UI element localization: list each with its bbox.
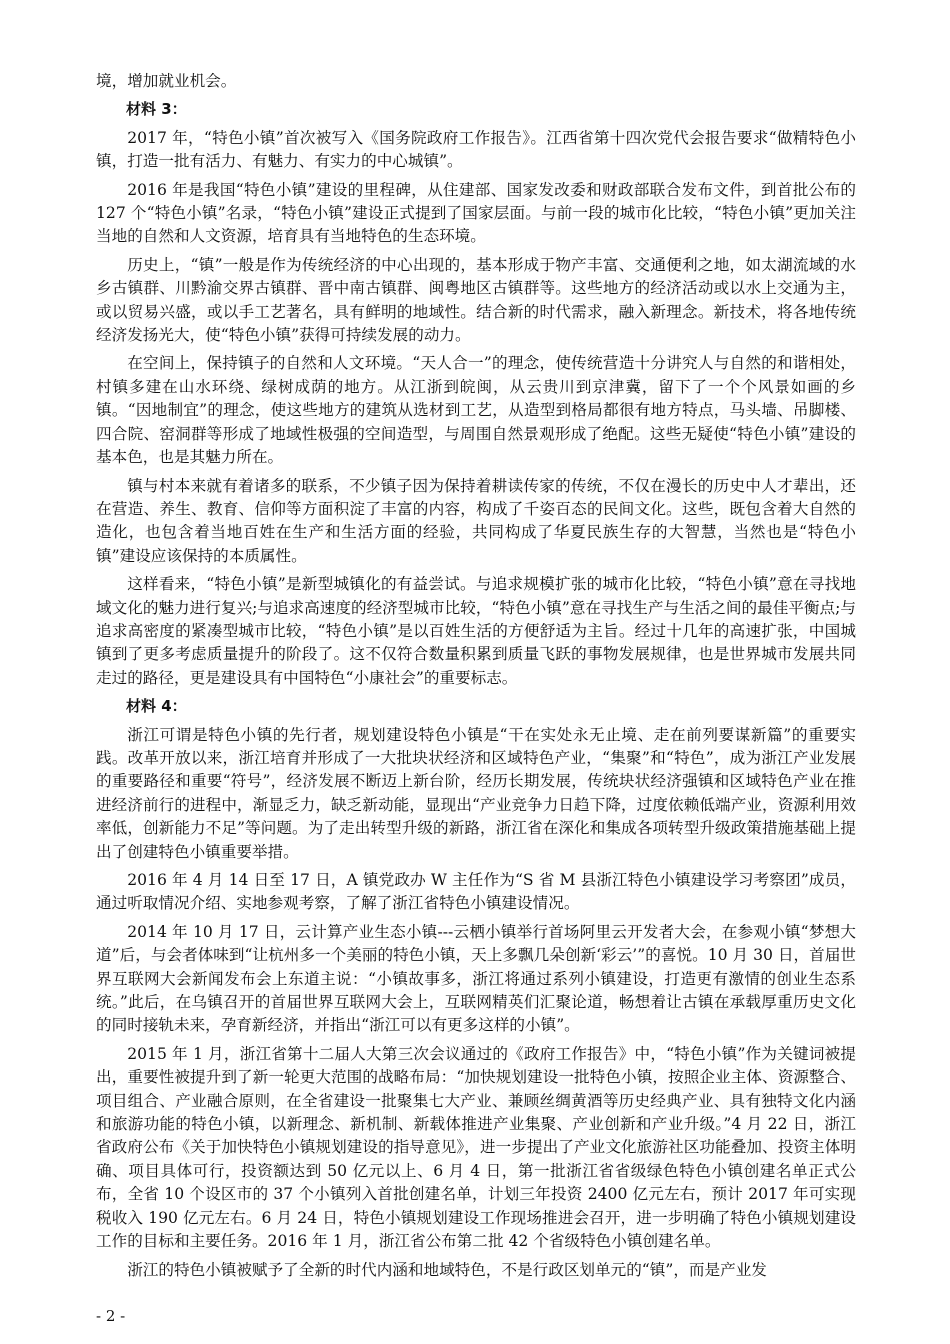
paragraph: 在空间上，保持镇子的自然和人文环境。“天人合一”的理念，使传统营造十分讲究人与自然的和谐相处，村镇多建在山水环绕、绿树成荫的地方。从江浙到皖闽，从云贵川到京津冀，留下了一个个风景如画的乡镇。“因地制宜”的理念，使这些地方的建筑从选材到工艺，从造型到格局都很有地方特点，马头墙、吊脚楼、四合院、窑洞群等形成了地域性极强的空间造型，与周围自然景观形成了绝配。这些无疑使“特色小镇”建设的基本色，也是其魅力所在。 — [96, 354, 856, 467]
paragraph: 历史上，“镇”一般是作为传统经济的中心出现的，基本形成于物产丰富、交通便利之地，如太湖流域的水乡古镇群、川黔渝交界古镇群、晋中南古镇群、闽粤地区古镇群等。这些地方的经济活动或以水上交通为主，或以贸易兴盛，或以手工艺著名，具有鲜明的地域性。结合新的时代需求，融入新理念。新技术，将各地传统经济发扬光大，使“特色小镇”获得可持续发展的动力。 — [96, 255, 856, 345]
section-heading: 材料 3： — [126, 100, 187, 119]
section-heading: 材料 4： — [126, 697, 187, 716]
paragraph: 2016 年是我国“特色小镇”建设的里程碑，从住建部、国家发改委和财政部联合发布文件，到首批公布的 127 个“特色小镇”名录，“特色小镇”建设正式提到了国家层面。与前一段的城市化比较，“特色小镇”更加关注当地的自然和人文资源，培育具有当地特色的生态环境。 — [96, 180, 856, 246]
paragraph: 浙江的特色小镇被赋予了全新的时代内涵和地域特色，不是行政区划单元的“镇”，而是产业发 — [127, 1260, 767, 1279]
paragraph: 镇与村本来就有着诸多的联系，不少镇子因为保持着耕读传家的传统，不仅在漫长的历史中人才辈出，还在营造、养生、教育、信仰等方面积淀了丰富的内容，构成了千姿百态的民间文化。这些，既包含着大自然的造化，也包含着当地百姓在生产和生活方面的经验，共同构成了华夏民族生存的大智慧，当然也是“特色小镇”建设应该保持的本质属性。 — [96, 476, 856, 565]
paragraph: 这样看来，“特色小镇”是新型城镇化的有益尝试。与追求规模扩张的城市化比较，“特色小镇”意在寻找地域文化的魅力进行复兴;与追求高速度的经济型城市比较，“特色小镇”意在寻找生产与生活之间的最佳平衡点;与追求高密度的紧凑型城市比较，“特色小镇”是以百姓生活的方便舒适为主旨。经过十几年的高速扩张，中国城镇到了更多考虑质量提升的阶段了。这不仅符合数量积累到质量飞跃的事物发展规律，也是世界城市发展共同走过的路径，更是建设具有中国特色“小康社会”的重要标志。 — [96, 575, 856, 687]
paragraph: 2016 年 4 月 14 日至 17 日，A 镇党政办 W 主任作为“S 省 M 县浙江特色小镇建设学习考察团”成员，通过听取情况介绍、实地参观考察，了解了浙江省特色小镇建设情况。 — [96, 871, 856, 913]
paragraph: 2014 年 10 月 17 日，云计算产业生态小镇---云栖小镇举行首场阿里云开发者大会，在参观小镇“梦想大道”后，与会者体味到“让杭州多一个美丽的特色小镇，天上多飘几朵创新‘彩云’”的喜悦。10 月 30 日，首届世界互联网大会新闻发布会上东道主说：“小镇故事多，浙江将通过系列小镇建设，打造更有激情的创业生态系统。”此后，在乌镇召开的首届世界互联网大会上，互联网精英们汇聚论道，畅想着让古镇在承载厚重历史文化的同时接轨未来，孕育新经济，并指出“浙江可以有更多这样的小镇”。 — [96, 922, 856, 1035]
paragraph: 境，增加就业机会。 — [96, 72, 237, 90]
paragraph: 2017 年，“特色小镇”首次被写入《国务院政府工作报告》。江西省第十四次党代会报告要求“做精特色小镇，打造一批有活力、有魅力、有实力的中心城镇”。 — [96, 128, 856, 171]
paragraph: 浙江可谓是特色小镇的先行者，规划建设特色小镇是“干在实处永无止境、走在前列要谋新篇”的重要实践。改革开放以来，浙江培育并形成了一大批块状经济和区域特色产业，“集聚”和“特色”，成为浙江产业发展的重要路径和重要“符号”，经济发展不断迈上新台阶，经历长期发展，传统块状经济强镇和区域特色产业在推进经济前行的进程中，渐显乏力，缺乏新动能，显现出“产业竞争力日趋下降，过度依赖低端产业，资源利用效率低，创新能力不足”等问题。为了走出转型升级的新路，浙江省在深化和集成各项转型升级政策措施基础上提出了创建特色小镇重要举措。 — [96, 725, 856, 861]
document-body — [96, 70, 856, 1287]
paragraph: 2015 年 1 月，浙江省第十二届人大第三次会议通过的《政府工作报告》中，“特色小镇”作为关键词被提出，重要性被提升到了新一轮更大范围的战略布局：“加快规划建设一批特色小镇，按照企业主体、资源整合、项目组合、产业融合原则，在全省建设一批聚集七大产业、兼顾丝绸黄酒等历史经典产业、具有独特文化内涵和旅游功能的特色小镇，以新理念、新机制、新载体推进产业集聚、产业创新和产业升级。”4 月 22 日，浙江省政府公布《关于加快特色小镇规划建设的指导意见》，进一步提出了产业文化旅游社区功能叠加、投资主体明确、项目具体可行，投资额达到 50 亿元以上、6 月 4 日，第一批浙江省省级绿色特色小镇创建名单正式公布，全省 10 个设区市的 37 个小镇列入首批创建名单，计划三年投资 2400 亿元左右，预计 2017 年可实现税收入 190 亿元左右。6 月 24 日，特色小镇规划建设工作现场推进会召开，进一步明确了特色小镇规划建设工作的目标和主要任务。2016 年 1 月，浙江省公布第二批 42 个省级特色小镇创建名单。 — [96, 1044, 856, 1251]
page-number: - 2 - — [96, 1307, 126, 1325]
